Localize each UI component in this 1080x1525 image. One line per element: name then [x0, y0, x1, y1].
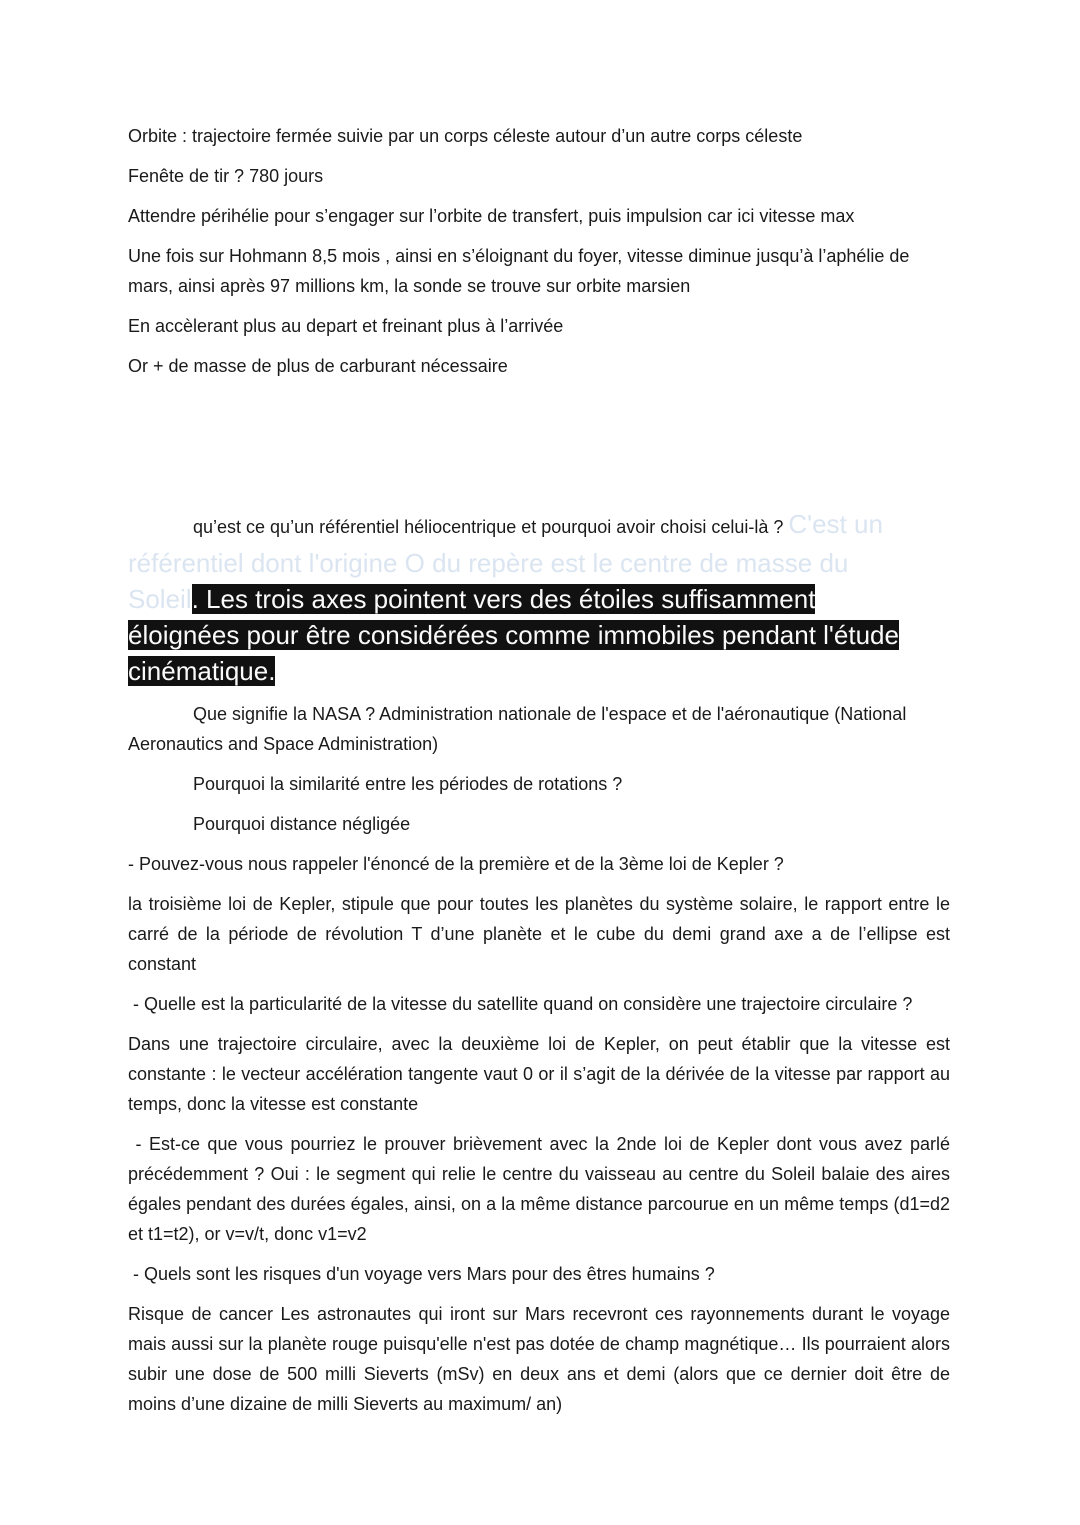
highlighted-answer-text: . Les trois axes pointent vers des étoiles suffisamment	[191, 584, 816, 614]
question-text: qu’est ce qu’un référentiel héliocentrique et pourquoi avoir choisi celui-là ?	[193, 517, 789, 537]
pale-blue-answer-text: référentiel dont l'origine O du repère est le centre de masse du	[128, 548, 849, 578]
rich-text-line	[128, 617, 950, 653]
para-perihelie: Attendre périhélie pour s’engager sur l’orbite de transfert, puis impulsion car ici vitesse max	[128, 206, 855, 226]
para-question-lois-kepler: - Pouvez-vous nous rappeler l'énoncé de la première et de la 3ème loi de Kepler ?	[128, 854, 784, 874]
para-fenetre-de-tir: Fenête de tir ? 780 jours	[128, 166, 324, 186]
para-orbite-definition: Orbite : trajectoire fermée suivie par un corps céleste autour d’un autre corps céleste	[128, 126, 803, 146]
para-hohmann: Une fois sur Hohmann 8,5 mois , ainsi en s’éloignant du foyer, vitesse diminue jusqu’à l’aphélie de mars, ainsi après 97 millions km, la sonde se trouve sur orbite marsien	[128, 246, 915, 296]
para-question-risques-mars: - Quels sont les risques d'un voyage vers Mars pour des êtres humains ?	[128, 1264, 715, 1284]
rich-text-line	[128, 581, 950, 617]
para-troisieme-loi: la troisième loi de Kepler, stipule que pour toutes les planètes du système solaire, le rapport entre le carré de la période de révolution T d’une planète et le cube du demi grand axe a de l’ellipse est constant	[128, 894, 956, 974]
para-risques-cancer: Risque de cancer Les astronautes qui iront sur Mars recevront ces rayonnements durant le voyage mais aussi sur la planète rouge puisqu'elle n'est pas dotée de champ magnétique… Ils pourraient alors subir une dose de 500 milli Sieverts (mSv) en deux ans et demi (alors que ce dernier doit être de moins d’une dizaine de milli Sieverts au maximum/ an)	[128, 1304, 956, 1414]
para-referentiel-heliocentrique	[128, 506, 950, 689]
para-carburant: Or + de masse de plus de carburant nécessaire	[128, 356, 508, 376]
para-similarite-periodes: Pourquoi la similarité entre les périodes de rotations ?	[193, 774, 623, 794]
rich-text-line	[128, 545, 950, 581]
para-vitesse-constante: Dans une trajectoire circulaire, avec la deuxième loi de Kepler, on peut établir que la vitesse est constante : le vecteur accélération tangente vaut 0 or il s’agit de la dérivée de la vitesse par rapport au temps, donc la vitesse est constante	[128, 1034, 956, 1114]
rich-text-line	[128, 653, 950, 689]
para-preuve-2nde-loi: - Est-ce que vous pourriez le prouver brièvement avec la 2nde loi de Kepler dont vous avez parlé précédemment ? Oui : le segment qui relie le centre du vaisseau au centre du Soleil balaie des aires égales pendant des durées égales, ainsi, on a la même distance parcourue en un même temps (d1=d2 et t1=t2), or v=v/t, donc v1=v2	[128, 1134, 956, 1244]
para-distance-negligee: Pourquoi distance négligée	[193, 814, 411, 834]
para-nasa: Que signifie la NASA ? Administration nationale de l'espace et de l'aéronautique (National Aeronautics and Space Administration)	[128, 704, 911, 754]
rich-text-line	[128, 506, 950, 545]
pale-blue-answer-text: Soleil	[128, 584, 192, 614]
para-acceleration: En accèlerant plus au depart et freinant plus à l’arrivée	[128, 316, 564, 336]
vertical-gap	[128, 391, 950, 506]
highlighted-answer-text: éloignées pour être considérées comme immobiles pendant l'étude	[128, 620, 899, 650]
pale-blue-answer-text: C'est un	[788, 509, 883, 539]
para-question-vitesse-satellite: - Quelle est la particularité de la vitesse du satellite quand on considère une trajectoire circulaire ?	[128, 994, 913, 1014]
highlighted-answer-text: cinématique.	[128, 656, 276, 686]
